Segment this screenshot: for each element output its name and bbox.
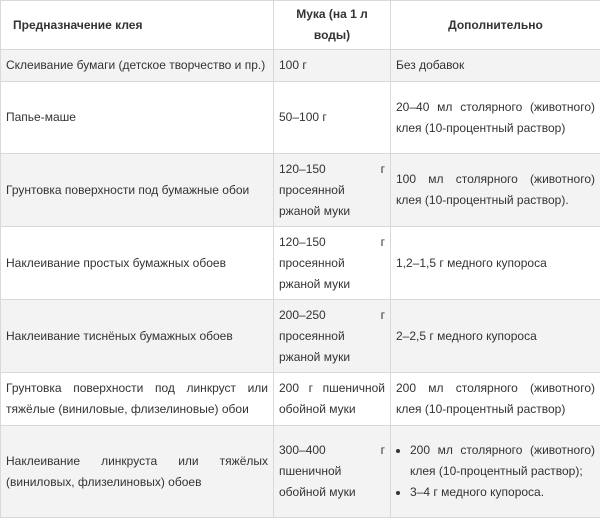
table-row [1,426,600,518]
cell-flour: 50–100 г [274,82,391,154]
header-flour: Мука (на 1 л воды) [274,1,391,50]
cell-extra [391,426,600,518]
cell-flour: 120–150 г просеянной ржаной муки [274,227,391,300]
cell-purpose: Наклеивание простых бумажных обоев [1,227,274,300]
list-item: • 200 мл столярного (животного) клея (10-процентный раствор); [410,440,595,482]
table-header-row [1,1,600,50]
table-row [1,50,600,82]
cell-purpose: Наклеивание тиснёных бумажных обоев [1,300,274,373]
header-purpose: Предназначение клея [1,1,274,50]
extra-list [396,440,595,503]
cell-flour: 300–400 г пшеничной обойной муки [274,426,391,518]
list-item: • 3–4 г медного купороса. [410,482,595,503]
table-row [1,154,600,227]
cell-extra: 100 мл столярного (животного) клея (10-процентный раствор). [391,154,600,227]
cell-purpose: Склеивание бумаги (детское творчество и пр.) [1,50,274,82]
header-extra: Дополнительно [391,1,600,50]
cell-purpose: Папье-маше [1,82,274,154]
cell-extra: 20–40 мл столярного (животного) клея (10-процентный раствор) [391,82,600,154]
cell-extra: Без добавок [391,50,600,82]
table-row [1,300,600,373]
table-row [1,82,600,154]
table-row [1,227,600,300]
cell-purpose: Грунтовка поверхности под линкруст или тяжёлые (виниловые, флизелиновые) обои [1,373,274,426]
cell-flour: 100 г [274,50,391,82]
cell-extra: 1,2–1,5 г медного купороса [391,227,600,300]
table-row [1,373,600,426]
cell-flour: 120–150 г просеянной ржаной муки [274,154,391,227]
cell-flour: 200 г пшеничной обойной муки [274,373,391,426]
cell-extra: 200 мл столярного (животного) клея (10-процентный раствор) [391,373,600,426]
cell-purpose: Грунтовка поверхности под бумажные обои [1,154,274,227]
cell-extra: 2–2,5 г медного купороса [391,300,600,373]
cell-purpose: Наклеивание линкруста или тяжёлых (виниловых, флизелиновых) обоев [1,426,274,518]
cell-flour: 200–250 г просеянной ржаной муки [274,300,391,373]
